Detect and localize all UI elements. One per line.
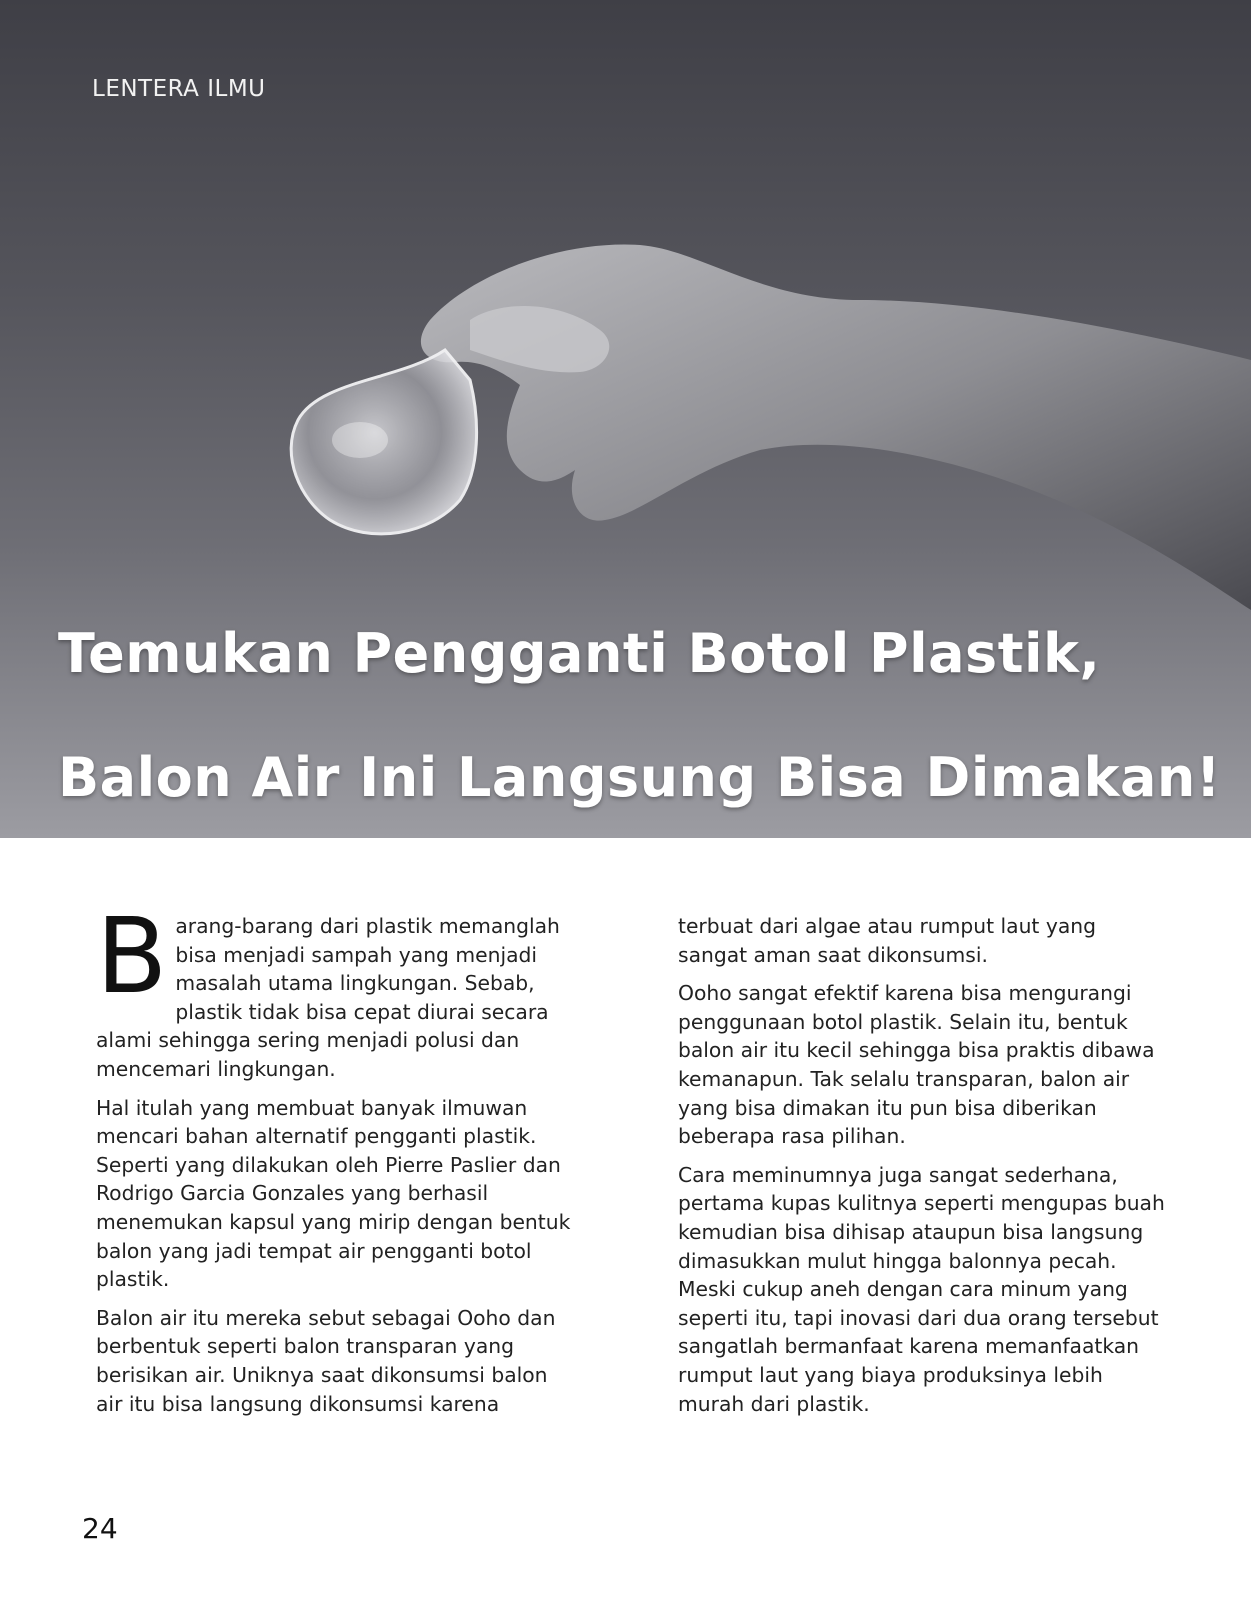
article-column-left (96, 895, 578, 1428)
paragraph: Balon air itu mereka sebut sebagai Ooho dan berbentuk seperti balon transparan yang berisikan air. Uniknya saat dikonsumsi balon air itu bisa langsung dikonsumsi karena (96, 1305, 556, 1416)
paragraph: Cara meminumnya juga sangat sederhana, pertama kupas kulitnya seperti mengupas buah kemudian bisa dihisap ataupun bisa langsung dimasukkan mulut hingga balonnya pecah. Meski cukup aneh dengan cara minum yang seperti itu, tapi inovasi dari dua orang tersebut sangatlah bermanfaat karena memanfaatkan rumput laut yang biaya produksinya lebih murah dari plastik. (678, 1162, 1165, 1416)
paragraph: Hal itulah yang membuat banyak ilmuwan mencari bahan alternatif pengganti plastik. Seperti yang dilakukan oleh Pierre Paslier dan Rodrigo Garcia Gonzales yang berhasil menemukan kapsul yang mirip dengan bentuk balon yang jadi tempat air pengganti botol plastik. (96, 1095, 571, 1292)
paragraph-text: arang-barang dari plastik memanglah bisa menjadi sampah yang menjadi masalah utama lingkungan. Sebab, plastik tidak bisa cepat diurai secara alami sehingga sering menjadi polusi dan mencemari lingkungan. (96, 914, 560, 1081)
headline-line-2: Balon Air Ini Langsung Bisa Dimakan! (58, 746, 1221, 809)
paragraph: terbuat dari algae atau rumput laut yang sangat aman saat dikonsumsi. (678, 914, 1096, 967)
headline-line-1: Temukan Pengganti Botol Plastik, (58, 622, 1101, 685)
drop-cap: B (96, 895, 168, 1017)
paragraph: Ooho sangat efektif karena bisa mengurangi penggunaan botol plastik. Selain itu, bentuk balon air itu kecil sehingga bisa praktis dibawa kemanapun. Tak selalu transparan, balon air yang bisa dimakan itu pun bisa diberikan beberapa rasa pilihan. (678, 981, 1155, 1149)
article-headline (58, 622, 1238, 810)
article-column-right (678, 912, 1168, 1428)
page-number: 24 (82, 1512, 118, 1545)
paragraph (96, 895, 578, 1084)
section-label: LENTERA ILMU (92, 76, 266, 102)
